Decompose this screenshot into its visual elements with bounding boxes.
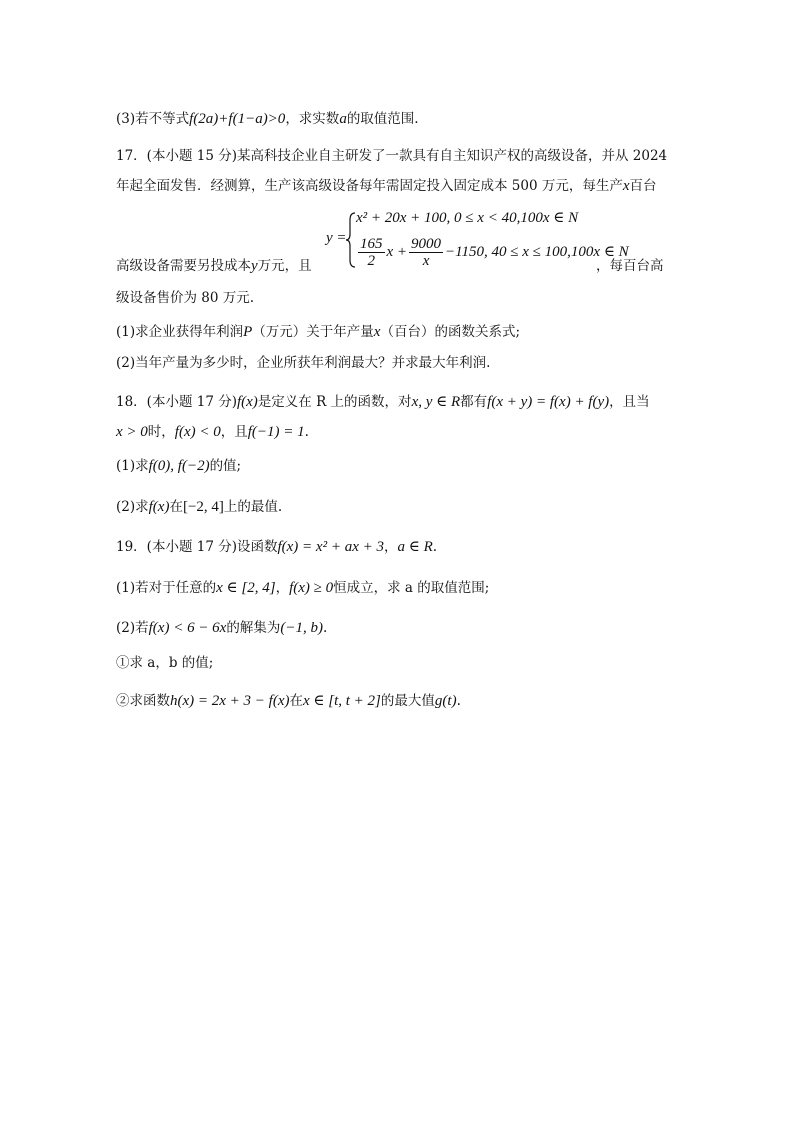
q17-line3-mid: 万元，且 xyxy=(257,258,312,274)
q19-part2-mid: 的解集为 xyxy=(226,620,281,636)
q17-line3-suffix: ，每百台高 xyxy=(596,258,664,274)
q19-a-domain: a ∈ R xyxy=(397,539,433,555)
q17-part1-suffix: （百台）的函数关系式; xyxy=(380,324,521,340)
piecewise-row1: x² + 20x + 100, 0 ≤ x < 40,100x ∈ N xyxy=(356,210,579,226)
q18-part1-suffix: 的值; xyxy=(209,458,242,474)
q18-part2-prefix: (2)求 xyxy=(116,499,149,515)
piecewise-row2-tail: −1150, 40 ≤ x ≤ 100,100x ∈ N xyxy=(445,243,629,260)
q18-part2-suffix: 上的最值. xyxy=(223,499,283,515)
q16-part3-prefix: (3)若不等式 xyxy=(116,111,190,127)
q18-fx: f(x) xyxy=(236,394,258,410)
q19-sub2-h: h(x) = 2x + 3 − f(x) xyxy=(170,693,290,709)
q16-part3-mid: ，求实数 xyxy=(285,111,340,127)
q18-part1-vals: f(0), f(−2) xyxy=(148,458,210,474)
q19-part1-x-range: x ∈ [2, 4] xyxy=(216,580,276,596)
q18-part2-mid: 在 xyxy=(169,499,183,515)
q19-part2-end: . xyxy=(322,620,328,636)
q19-part1-suffix: 恒成立，求 a 的取值范围; xyxy=(333,580,490,596)
q17-line4: 级设备售价为 80 万元. xyxy=(116,290,255,306)
q18-value: f(−1) = 1 xyxy=(247,424,305,440)
q19-line1-mid: ， xyxy=(383,539,398,555)
q18-line1 xyxy=(116,391,650,413)
q17-line3-prefix-block xyxy=(116,255,312,277)
q18-negative: f(x) < 0 xyxy=(174,424,221,440)
q19-part2-set: (−1, b) xyxy=(280,620,323,636)
q19-line1 xyxy=(116,536,437,558)
q17-line1: 17．(本小题 15 分)某高科技企业自主研发了一款具有自主知识产权的高级设备，并从 2024 xyxy=(116,148,668,164)
q19-part1-prefix: (1)若对于任意的 xyxy=(116,580,217,596)
q18-line2-mid: 时， xyxy=(147,424,175,440)
q16-part3-suffix: 的取值范围. xyxy=(346,111,419,127)
q16-part3-var: a xyxy=(339,111,347,127)
q17-line2 xyxy=(116,175,657,197)
q18-condition: x > 0 xyxy=(116,424,148,440)
piecewise-row2-mid: x + xyxy=(386,243,408,260)
q18-part2-interval: [−2, 4] xyxy=(182,499,224,515)
q18-line2-mid2: ，且 xyxy=(220,424,248,440)
fraction-numerator: 165 xyxy=(360,236,383,252)
q19-part1-fx: f(x) ≥ 0 xyxy=(289,580,334,596)
q18-line1-suffix: ，且当 xyxy=(609,394,650,410)
q19-sub2-end: . xyxy=(456,693,461,709)
left-brace-icon xyxy=(346,212,356,268)
fraction-9000-over-x xyxy=(409,236,443,269)
q17-line2-var: x xyxy=(622,178,630,194)
q17-line3-prefix: 高级设备需要另投成本 xyxy=(116,258,251,274)
q19-part2-inequality: f(x) < 6 − 6x xyxy=(148,620,227,636)
q17-part2: (2)当年产量为多少时，企业所获年利润最大？并求最大年利润. xyxy=(116,355,491,371)
q18-part2 xyxy=(116,496,282,518)
q19-fx-definition: f(x) = x² + ax + 3 xyxy=(277,539,384,555)
q19-line1-prefix: 19．(本小题 17 分)设函数 xyxy=(116,539,278,555)
q17-part1-var-x: x xyxy=(373,324,381,340)
q19-sub2-prefix: ②求函数 xyxy=(116,693,170,709)
q18-line1-prefix: 18．(本小题 17 分) xyxy=(116,394,237,410)
q18-functional-equation: f(x + y) = f(x) + f(y) xyxy=(487,394,610,410)
q18-xy-domain: x, y ∈ R xyxy=(411,394,461,410)
q18-part2-fx: f(x) xyxy=(148,499,170,515)
q17-line2-suffix: 百台 xyxy=(629,178,657,194)
q19-sub2-mid: 在 xyxy=(289,693,303,709)
q17-line3-var: y xyxy=(251,258,258,274)
q19-sub2-g: g(t) xyxy=(434,693,457,709)
q19-sub2-mid2: 的最大值 xyxy=(380,693,435,709)
q19-sub1: ①求 a，b 的值; xyxy=(116,655,214,671)
q17-part1 xyxy=(116,321,520,343)
q19-sub2 xyxy=(116,690,461,712)
piecewise-y-label: y = xyxy=(326,230,347,246)
q17-part1-mid: （万元）关于年产量 xyxy=(252,324,374,340)
q18-part1-prefix: (1)求 xyxy=(116,458,149,474)
fraction-numerator: 9000 xyxy=(411,236,442,252)
q16-part3 xyxy=(116,108,419,130)
q17-part1-var-p: P xyxy=(243,324,253,340)
fraction-165-over-2 xyxy=(358,236,385,269)
q18-line2-end: . xyxy=(304,424,309,440)
q16-part3-inequality: f(2a)+f(1−a)>0 xyxy=(189,111,286,127)
q19-part1-mid: ， xyxy=(275,580,290,596)
q18-part1 xyxy=(116,455,241,477)
piecewise-row2 xyxy=(356,236,629,269)
q19-line1-end: . xyxy=(432,539,438,555)
piecewise-cost-function xyxy=(326,206,629,274)
fraction-denominator: x xyxy=(422,253,430,269)
q19-part1 xyxy=(116,577,489,599)
q17-line2-prefix: 年起全面发售．经测算，生产该高级设备每年需固定投入固定成本 500 万元，每生产 xyxy=(116,178,623,194)
q18-line1-mid2: 都有 xyxy=(460,394,488,410)
q19-part2-prefix: (2)若 xyxy=(116,620,149,636)
q18-line2 xyxy=(116,421,309,443)
q18-line1-mid: 是定义在 R 上的函数，对 xyxy=(257,394,412,410)
q17-part1-prefix: (1)求企业获得年利润 xyxy=(116,324,244,340)
fraction-denominator: 2 xyxy=(367,253,375,269)
q19-part2 xyxy=(116,617,327,639)
q19-sub2-x-range: x ∈ [t, t + 2] xyxy=(303,693,381,709)
